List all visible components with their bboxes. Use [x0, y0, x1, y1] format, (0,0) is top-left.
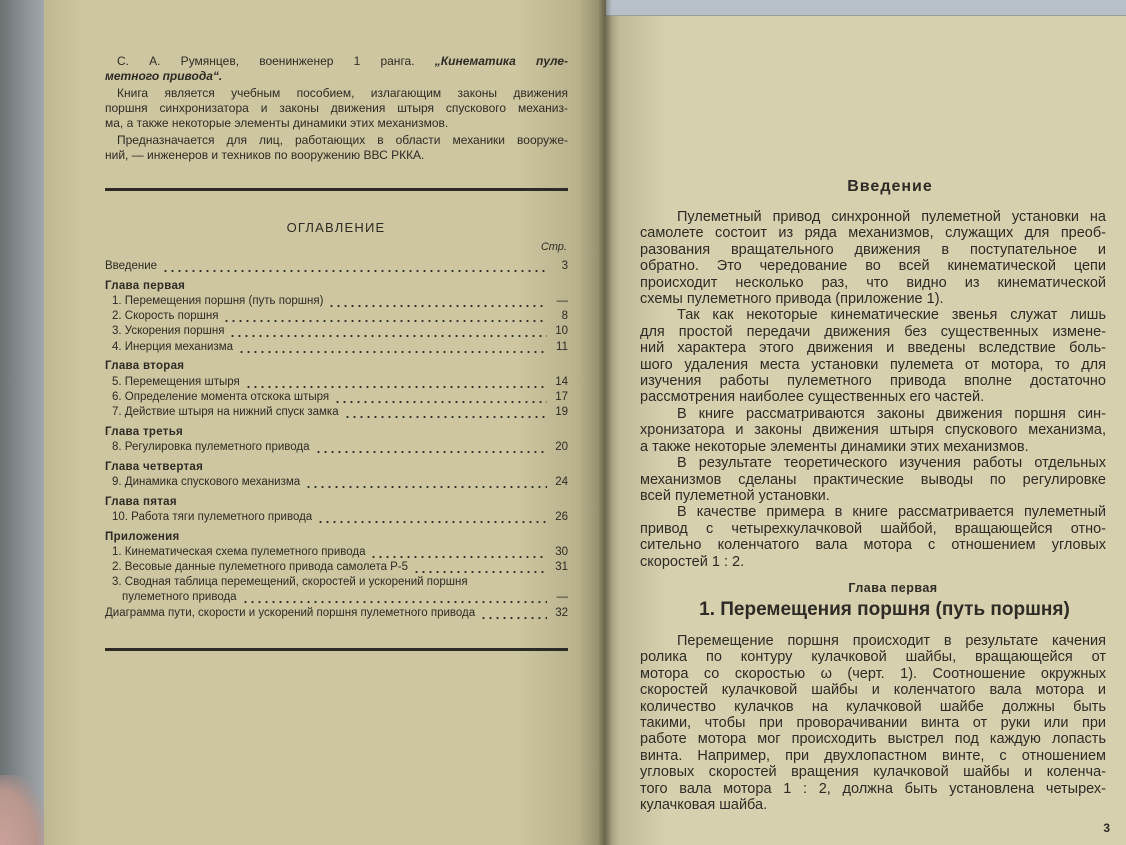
- text-line: того вала мотора 1 : 2, должна быть установлена четырех-: [640, 780, 1106, 797]
- toc-entry-label: 2. Скорость поршня: [112, 310, 219, 323]
- left-page: [44, 0, 606, 845]
- toc-page-number: 20: [555, 440, 568, 453]
- toc-entry: [105, 475, 568, 490]
- toc-entry-label: 1. Перемещения поршня (путь поршня): [112, 294, 324, 307]
- toc-page-number: 17: [555, 390, 568, 403]
- toc-page-number: 3: [561, 260, 568, 272]
- text-line: кулачковая шайба.: [640, 797, 768, 814]
- background-left-edge: [0, 0, 46, 845]
- horizontal-rule: [105, 188, 568, 191]
- toc-entry-label: 5. Перемещения штыря: [112, 375, 240, 388]
- text-line: ний характера этого движения и введены вследствие боль-: [640, 340, 1106, 357]
- dot-leader: [344, 405, 547, 420]
- toc-entry: [105, 375, 568, 390]
- paragraph: [640, 307, 1106, 405]
- toc-entry-label: 2. Весовые данные пулеметного привода самолета Р-5: [112, 560, 409, 573]
- text-line: ний, — инженеров и техников по вооружению ВВС РККА.: [105, 148, 425, 163]
- text-line: Книга является учебным пособием, излагающим законы движения: [117, 86, 568, 100]
- paragraph: [640, 633, 1106, 813]
- book-title: метного привода“.: [105, 69, 223, 84]
- section-heading: 1. Перемещения поршня (путь поршня): [699, 599, 1070, 620]
- text-line: В книге рассматриваются законы движения поршня син-: [677, 405, 1106, 422]
- toc-chapter-heading: Глава четвертая: [105, 460, 204, 473]
- toc-chapter-heading: Глава пятая: [105, 495, 177, 508]
- text-line: механизмов сделаны практические выводы по регулировке: [640, 471, 1106, 488]
- text-line: а также некоторые элементы динамики этих механизмов.: [640, 438, 1029, 455]
- toc-page-number: 31: [555, 560, 568, 573]
- text-line: ролика по контуру кулачковой шайбы, вращающейся от: [640, 649, 1106, 666]
- dot-leader: [334, 390, 547, 405]
- text-line: работе мотора мог происходить выстрел под каждую лопасть: [640, 731, 1106, 748]
- toc-entries: [105, 259, 568, 621]
- toc-page-number: —: [556, 294, 568, 307]
- toc-page-number: 26: [555, 510, 568, 523]
- dot-leader: [162, 259, 547, 274]
- toc-entry: [105, 324, 568, 339]
- text-line: разования вращательного движения в поступательное и: [640, 241, 1106, 258]
- paragraph: [640, 406, 1106, 455]
- annotation-block: [105, 54, 568, 164]
- paragraph: [105, 133, 568, 163]
- text-line: винта. Например, при двухлопастном винте, с отношением: [640, 747, 1106, 764]
- toc-page-number: 32: [555, 606, 568, 619]
- introduction-text: [640, 209, 1106, 570]
- text-line: Так как некоторые кинематические звенья служат лишь: [677, 307, 1106, 324]
- right-page: [604, 16, 1126, 845]
- text-line: хронизатора и законы движения штыря спускового механизма,: [640, 422, 1106, 439]
- text-line: происходит несколько раз, что видно из кинематической: [640, 274, 1106, 291]
- toc-entry: [105, 259, 568, 274]
- toc-entry: [105, 294, 568, 309]
- text-line: угловых скоростей вращения кулачковой шайбы и коленча-: [640, 764, 1106, 781]
- page-number: 3: [1103, 821, 1110, 835]
- chapter-label: Глава первая: [848, 581, 938, 595]
- horizontal-rule: [105, 648, 568, 651]
- text-line: [105, 54, 568, 69]
- toc-entry: [105, 575, 568, 590]
- dot-leader: [242, 590, 547, 605]
- dot-leader: [238, 340, 547, 355]
- dot-leader: [480, 606, 547, 621]
- dot-leader: [229, 324, 547, 339]
- dot-leader: [317, 510, 547, 525]
- text-line: самолете состоит из ряда механизмов, служащих для преоб-: [640, 225, 1106, 242]
- text-line: скоростей 1 : 2.: [640, 553, 745, 570]
- dot-leader: [315, 440, 547, 455]
- toc-entry: [105, 340, 568, 355]
- toc-entry-label: Диаграмма пути, скорости и ускорений поршня пулеметного привода: [105, 606, 476, 619]
- table-of-contents: [105, 240, 568, 621]
- text-line: такими, чтобы при проворачивании винта от руки или при: [640, 715, 1106, 732]
- text-line: поршня синхронизатора и законы движения штыря спускового механиз-: [105, 101, 568, 116]
- toc-entry-label: 4. Инерция механизма: [112, 340, 234, 353]
- text-line: Пулеметный привод синхронной пулеметной установки на: [677, 209, 1106, 225]
- toc-page-number: 11: [556, 340, 568, 353]
- section-text: [640, 633, 1106, 813]
- toc-entry: [105, 309, 568, 324]
- dot-leader: [223, 309, 547, 324]
- text-line: количество кулачков на кулачковой шайбе должны быть: [640, 698, 1106, 715]
- toc-page-number: 30: [555, 545, 568, 558]
- toc-entry: [105, 510, 568, 525]
- finger-holding-book: [0, 775, 46, 845]
- text-line: изучения работы пулеметного привода вполне достаточно: [640, 373, 1106, 390]
- toc-entry-label: 7. Действие штыря на нижний спуск замка: [112, 405, 339, 418]
- paragraph: [640, 504, 1106, 570]
- toc-page-number: 10: [555, 325, 568, 338]
- toc-entry: [105, 440, 568, 455]
- toc-entry-label: 10. Работа тяги пулеметного привода: [112, 510, 313, 523]
- text-line: В качестве примера в книге рассматривается пулеметный: [677, 504, 1106, 521]
- toc-page-column-header: Стр.: [540, 241, 567, 253]
- toc-page-number: 8: [561, 310, 568, 323]
- toc-entry-continuation: [105, 590, 568, 605]
- toc-chapter-heading: Приложения: [105, 530, 180, 543]
- toc-entry: [105, 390, 568, 405]
- toc-entry-label: 3. Сводная таблица перемещений, скоростей и ускорений поршня: [112, 576, 468, 589]
- text-line: всей пулеметной установки.: [640, 487, 830, 504]
- author-credit: С. А. Румянцев, военинженер 1 ранга.: [117, 54, 415, 68]
- paragraph: [640, 209, 1106, 307]
- text-line: рассмотрения наиболее существенных его частей.: [640, 389, 985, 406]
- toc-title: ОГЛАВЛЕНИЕ: [286, 220, 386, 235]
- toc-entry-label: 1. Кинематическая схема пулеметного привода: [112, 545, 366, 558]
- book-gutter-shadow: [598, 0, 612, 845]
- toc-entry-label: 8. Регулировка пулеметного привода: [112, 440, 310, 453]
- toc-page-number: 19: [555, 405, 568, 418]
- text-line: привод с четырехкулачковой шайбой, вращающейся отно-: [640, 520, 1106, 537]
- toc-chapter-heading: Глава вторая: [105, 360, 185, 373]
- introduction-heading: Введение: [847, 178, 933, 195]
- annotation-paragraphs: [105, 86, 568, 164]
- toc-entry-label: 6. Определение момента отскока штыря: [112, 390, 330, 403]
- text-line: мотора со скоростью ω (черт. 1). Соотношение окружных: [640, 665, 1106, 682]
- toc-chapter-heading: Глава первая: [105, 279, 186, 292]
- dot-leader: [245, 375, 547, 390]
- text-line: шого удаления места установки пулемета от мотора, то для: [640, 356, 1106, 373]
- dot-leader: [328, 294, 547, 309]
- dot-leader: [370, 545, 547, 560]
- toc-entry-label: 3. Ускорения поршня: [112, 325, 225, 338]
- toc-entry-label: Введение: [105, 260, 158, 272]
- text-line: Предназначается для лиц, работающих в области механики вооруже-: [117, 133, 568, 148]
- toc-entry: [105, 405, 568, 420]
- toc-page-number: 14: [555, 375, 568, 388]
- toc-entry-label: пулеметного привода: [122, 591, 237, 604]
- toc-entry: [105, 560, 568, 575]
- toc-page-number: —: [556, 591, 568, 604]
- toc-entry: [105, 545, 568, 560]
- toc-entry: [105, 606, 568, 621]
- text-line: сительно коленчатого вала мотора с отношением угловых: [640, 537, 1106, 554]
- toc-page-number: 24: [555, 475, 568, 488]
- book-title: „Кинематика пуле-: [434, 54, 568, 68]
- text-line: скоростей кулачковой шайбы и коленчатого вала мотора и: [640, 682, 1106, 699]
- text-line: ма, а также некоторые элементы динамики этих механизмов.: [105, 116, 449, 131]
- text-line: схемы пулеметного привода (приложение 1).: [640, 291, 944, 308]
- paragraph: [640, 455, 1106, 504]
- toc-entry-label: 9. Динамика спускового механизма: [112, 475, 301, 488]
- text-line: В результате теоретического изучения работы отдельных: [677, 455, 1106, 472]
- text-line: Перемещение поршня происходит в результате качения: [677, 633, 1106, 649]
- paragraph: [105, 86, 568, 132]
- toc-chapter-heading: Глава третья: [105, 425, 184, 438]
- text-line: [105, 69, 568, 84]
- dot-leader: [305, 475, 547, 490]
- dot-leader: [413, 560, 547, 575]
- text-line: для простой передачи движения без существенных измене-: [640, 323, 1106, 340]
- text-line: обратно. Это чередование во всей кинематической цепи: [640, 258, 1106, 275]
